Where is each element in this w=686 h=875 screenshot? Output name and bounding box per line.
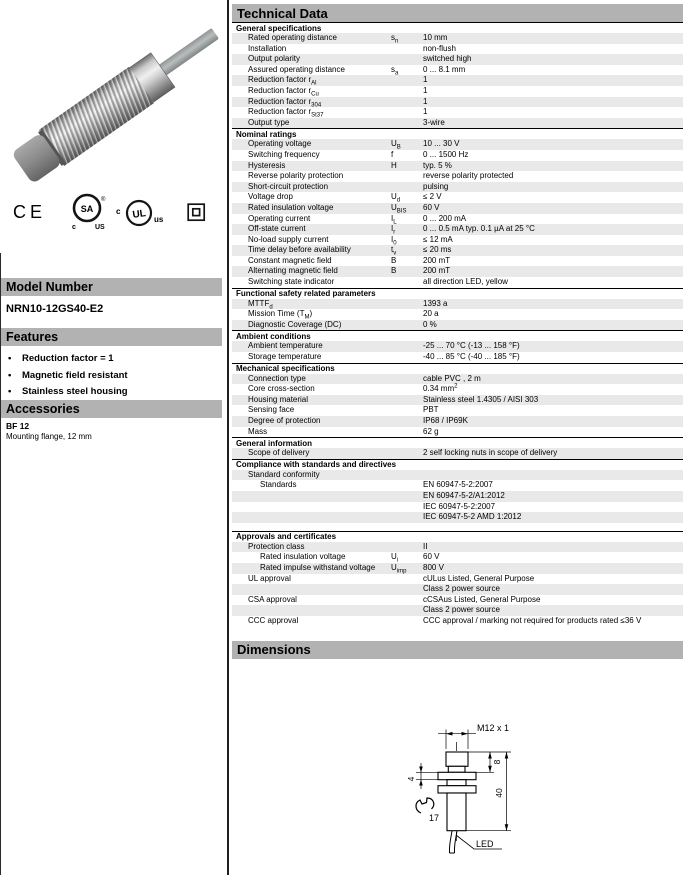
spec-row: [232, 139, 683, 150]
section-header: Ambient conditions: [232, 330, 683, 341]
spec-row: [232, 299, 683, 310]
spec-symbol: H: [391, 160, 397, 170]
spec-row: [232, 161, 683, 172]
spec-row: [232, 203, 683, 214]
spec-row: [232, 266, 683, 277]
section-gap: [232, 523, 683, 531]
feature-item: [8, 368, 128, 385]
spec-value: 200 mT: [423, 255, 451, 265]
spec-row: [232, 563, 683, 574]
spec-label: Assured operating distance: [248, 64, 345, 74]
bullet-icon: •: [8, 386, 12, 397]
spec-value: Class 2 power source: [423, 584, 500, 594]
spec-row: [232, 107, 683, 118]
right-column: [232, 0, 683, 875]
spec-value: 0 ... 1500 Hz: [423, 149, 469, 159]
spec-label: Storage temperature: [248, 352, 322, 362]
spec-label: UL approval: [248, 573, 291, 583]
spec-value: cable PVC , 2 m: [423, 373, 481, 383]
svg-text:CE: CE: [13, 202, 47, 222]
spec-label: Core cross-section: [248, 384, 315, 394]
section-header: Functional safety related parameters: [232, 288, 683, 299]
spec-value: 60 V: [423, 552, 440, 562]
sensor-outline: [438, 752, 476, 831]
spec-value: cCSAus Listed, General Purpose: [423, 594, 541, 604]
spec-value: typ. 5 %: [423, 160, 452, 170]
spec-value: 20 a: [423, 309, 439, 319]
spec-value: EN 60947-5-2:2007: [423, 480, 493, 490]
spec-label: Mass: [248, 426, 268, 436]
dim4-label: 4: [406, 776, 416, 781]
column-divider: [227, 0, 229, 875]
spec-label: Sensing face: [248, 405, 295, 415]
spec-row: [232, 384, 683, 395]
sensor-body: [9, 15, 222, 186]
spec-label: Connection type: [248, 373, 306, 383]
csa-mark-icon: [69, 192, 109, 234]
spec-symbol: $U_{imp}$: [391, 562, 407, 575]
section-header: Compliance with standards and directives: [232, 459, 683, 470]
spec-row: [232, 182, 683, 193]
spec-value: 0 ... 200 mA: [423, 213, 467, 223]
spec-label: Mission Time $(T_M)$: [248, 309, 313, 321]
spec-label: Standard conformity: [248, 469, 320, 479]
section-header: General specifications: [232, 22, 683, 33]
spec-row: [232, 405, 683, 416]
tech-table: [232, 22, 683, 627]
spec-row: [232, 33, 683, 44]
svg-text:US: US: [95, 224, 105, 231]
spec-value: 1: [423, 107, 428, 117]
spec-label: Switching frequency: [248, 149, 320, 159]
page-edge-line: [0, 253, 1, 875]
spec-label: Reverse polarity protection: [248, 171, 344, 181]
svg-text:UL: UL: [131, 208, 147, 221]
spec-label: Off-state current: [248, 224, 306, 234]
spec-symbol: $I_r$: [391, 224, 396, 236]
spec-value: 3-wire: [423, 117, 445, 127]
spec-value: EN 60947-5-2/A1:2012: [423, 490, 505, 500]
spec-value: all direction LED, yellow: [423, 277, 508, 287]
spec-label: Reduction factor $r_{St37}$: [248, 107, 324, 119]
spec-label: Scope of delivery: [248, 448, 310, 458]
spec-symbol: $U_i$: [391, 552, 399, 564]
svg-text:®: ®: [101, 197, 106, 203]
spec-value: reverse polarity protected: [423, 171, 514, 181]
spec-symbol: f: [391, 149, 394, 159]
spec-label: Degree of protection: [248, 416, 321, 425]
spec-row: [232, 542, 683, 553]
feature-item: [8, 384, 128, 401]
dim40-label: 40: [494, 787, 504, 798]
spec-value: 10 mm: [423, 33, 448, 42]
spec-row: [232, 224, 683, 235]
ce-mark-icon: [13, 198, 47, 224]
spec-symbol: $s_n$: [391, 33, 399, 45]
bullet-icon: •: [8, 353, 12, 364]
spec-value: ≤ 20 ms: [423, 245, 452, 255]
spec-label: Short-circuit protection: [248, 181, 329, 191]
spec-label: Protection class: [248, 541, 305, 551]
spec-value: IP68 / IP69K: [423, 416, 468, 425]
spec-symbol: $I_0$: [391, 234, 397, 247]
spec-value: 1393 a: [423, 298, 448, 308]
spec-value: pulsing: [423, 181, 449, 191]
feature-text: Stainless steel housing: [22, 386, 128, 397]
product-photo: [6, 2, 222, 190]
thread-dimension: [438, 729, 476, 749]
spec-value: 0 ... 0.5 mA typ. 0.1 µA at 25 °C: [423, 224, 535, 234]
model-number-value: NRN10-12GS40-E2: [6, 303, 104, 315]
spec-label: $MTTF_d$: [248, 298, 273, 311]
spec-row: [232, 309, 683, 320]
spec-value: 62 g: [423, 426, 439, 436]
spec-row: [232, 352, 683, 363]
spec-label: Time delay before availability: [248, 245, 351, 255]
led-label: LED: [476, 838, 494, 849]
spec-value: switched high: [423, 54, 472, 64]
dim8-label: 8: [492, 759, 502, 764]
spec-row: [232, 214, 683, 225]
technical-data-header: Technical Data: [232, 4, 683, 22]
svg-text:SA: SA: [80, 204, 94, 214]
spec-row: [232, 277, 683, 288]
spec-row: [232, 54, 683, 65]
spec-value: 2 self locking nuts in scope of delivery: [423, 448, 558, 458]
spec-label: Alternating magnetic field: [248, 266, 338, 276]
spec-label: CSA approval: [248, 594, 297, 604]
spec-value: non-flush: [423, 43, 456, 53]
cable-outline: [449, 830, 457, 852]
spec-row: [232, 256, 683, 267]
spec-symbol: $U_d$: [391, 192, 401, 204]
feature-text: Reduction factor = 1: [22, 353, 114, 364]
section-header: General information: [232, 437, 683, 448]
spec-value: 0 %: [423, 319, 437, 329]
spec-row: [232, 416, 683, 427]
spec-row: [232, 574, 683, 585]
spec-symbol: $U_B$: [391, 139, 401, 151]
spec-label: Reduction factor $r_{304}$: [248, 96, 322, 109]
spec-row: [232, 552, 683, 563]
spec-label: Voltage drop: [248, 192, 293, 202]
spec-row: [232, 374, 683, 385]
spec-row: [232, 480, 683, 491]
spec-symbol: $t_v$: [391, 245, 397, 257]
spec-row: [232, 97, 683, 108]
section-header: Mechanical specifications: [232, 363, 683, 374]
spec-value: 0 ... 8.1 mm: [423, 64, 466, 74]
spec-label: No-load supply current: [248, 234, 329, 244]
spec-row: [232, 65, 683, 76]
wrench-icon: [416, 798, 434, 813]
accessories-header: Accessories: [0, 400, 222, 418]
spec-row: [232, 448, 683, 459]
spec-row: [232, 44, 683, 55]
features-list: [8, 351, 128, 401]
spec-value: 60 V: [423, 202, 440, 212]
spec-row: [232, 171, 683, 182]
spec-value: 0.34 $mm^2$: [423, 383, 458, 394]
accessory-name: BF 12: [6, 421, 30, 431]
spec-row: [232, 395, 683, 406]
spec-row: [232, 341, 683, 352]
accessories-list: [6, 421, 92, 442]
svg-text:c: c: [72, 224, 76, 231]
spec-label: Reduction factor $r_{Al}$: [248, 75, 317, 87]
spec-label: Rated insulation voltage: [248, 202, 334, 212]
model-number-header: Model Number: [0, 278, 222, 296]
spec-label: Constant magnetic field: [248, 255, 332, 265]
spec-row: [232, 150, 683, 161]
spec-value: IEC 60947-5-2 AMD 1:2012: [423, 512, 522, 522]
ul-mark-icon: [116, 199, 166, 229]
spec-row: [232, 584, 683, 595]
spec-value: 1: [423, 75, 428, 85]
spec-symbol: B: [391, 266, 397, 276]
spec-row: [232, 616, 683, 627]
wrench-size-label: 17: [429, 812, 440, 823]
spec-row: [232, 491, 683, 502]
spec-row: [232, 86, 683, 97]
spec-label: Housing material: [248, 394, 309, 404]
spec-row: [232, 605, 683, 616]
spec-value: 800 V: [423, 562, 444, 572]
spec-row: [232, 427, 683, 438]
spec-symbol: $I_L$: [391, 213, 397, 226]
feature-text: Magnetic field resistant: [22, 369, 128, 381]
section-header: Approvals and certificates: [232, 531, 683, 542]
spec-value: II: [423, 541, 428, 551]
spec-row: [232, 235, 683, 246]
thread-label: M12 x 1: [477, 722, 510, 733]
spec-row: [232, 470, 683, 481]
spec-row: [232, 502, 683, 513]
spec-label: Output polarity: [248, 54, 301, 64]
svg-text:us: us: [154, 215, 164, 224]
spec-label: Rated impulse withstand voltage: [260, 562, 376, 572]
spec-label: Switching state indicator: [248, 277, 335, 287]
bullet-icon: •: [8, 369, 12, 381]
spec-value: -40 ... 85 °C (-40 ... 185 °F): [423, 352, 520, 362]
spec-row: [232, 595, 683, 606]
dimension-drawing: [390, 713, 652, 875]
spec-label: Rated operating distance: [248, 33, 337, 42]
sensor-cable: [158, 28, 220, 77]
spec-value: Stainless steel 1.4305 / AISI 303: [423, 394, 539, 404]
spec-row: [232, 245, 683, 256]
dim4-lines: [416, 763, 438, 789]
svg-text:c: c: [116, 207, 121, 216]
spec-value: 200 mT: [423, 266, 451, 276]
left-column: [0, 0, 227, 875]
spec-row: [232, 320, 683, 331]
spec-label: Operating current: [248, 213, 311, 223]
spec-label: Output type: [248, 117, 290, 127]
features-header: Features: [0, 328, 222, 346]
spec-value: CCC approval / marking not required for products rated ≤36 V: [423, 615, 642, 625]
spec-symbol: $U_{BIS}$: [391, 202, 407, 215]
spec-value: cULus Listed, General Purpose: [423, 573, 535, 583]
spec-value: 1: [423, 96, 428, 106]
spec-symbol: B: [391, 255, 397, 265]
spec-label: Standards: [260, 480, 297, 490]
spec-value: PBT: [423, 405, 439, 415]
spec-symbol: $s_a$: [391, 64, 399, 77]
spec-value: 10 ... 30 V: [423, 139, 460, 149]
spec-label: CCC approval: [248, 615, 299, 625]
spec-value: 1: [423, 85, 428, 95]
spec-value: IEC 60947-5-2:2007: [423, 501, 496, 511]
spec-value: ≤ 12 mA: [423, 234, 453, 244]
spec-row: [232, 118, 683, 129]
spec-value: ≤ 2 V: [423, 192, 442, 202]
class2-insulation-icon: [187, 203, 206, 222]
spec-row: [232, 512, 683, 523]
spec-label: Operating voltage: [248, 139, 312, 149]
spec-label: Diagnostic Coverage (DC): [248, 319, 342, 329]
spec-label: Hysteresis: [248, 160, 286, 170]
accessory-description: Mounting flange, 12 mm: [6, 432, 92, 441]
spec-label: Rated insulation voltage: [260, 552, 346, 562]
spec-row: [232, 192, 683, 203]
spec-value: Class 2 power source: [423, 605, 500, 615]
spec-label: Reduction factor $r_{Cu}$: [248, 85, 319, 98]
spec-label: Ambient temperature: [248, 341, 323, 351]
feature-item: [8, 351, 128, 368]
spec-value: -25 ... 70 °C (-13 ... 158 °F): [423, 341, 520, 351]
spec-label: Installation: [248, 43, 287, 53]
spec-row: [232, 75, 683, 86]
dimensions-header: Dimensions: [232, 641, 683, 659]
section-header: Nominal ratings: [232, 128, 683, 139]
